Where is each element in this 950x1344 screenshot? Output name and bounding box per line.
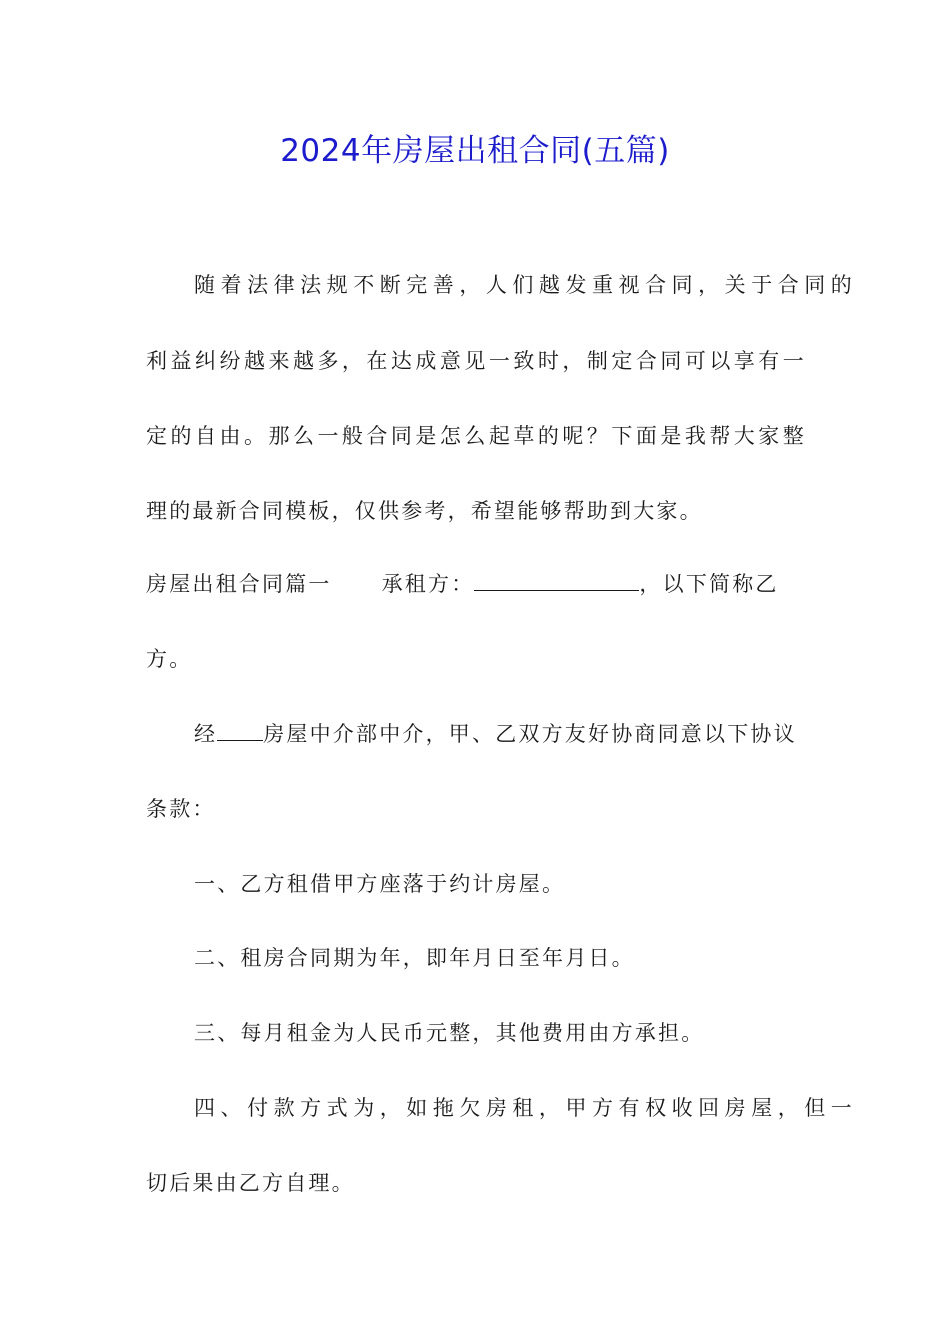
tenant-suffix: ，以下简称乙 <box>639 572 779 596</box>
agency-prefix: 经 <box>194 722 218 746</box>
intro-paragraph-line: 随着法律法规不断完善，人们越发重视合同，关于合同的 <box>194 273 854 297</box>
clause-4: 四、付款方式为，如拖欠房租，甲方有权收回房屋，但一 <box>194 1096 854 1120</box>
agency-text: 房屋中介部中介，甲、乙双方友好协商同意以下协议 <box>263 722 797 746</box>
tenant-line-continued: 方。 <box>146 647 193 671</box>
intro-paragraph-line: 定的自由。那么一般合同是怎么起草的呢？下面是我帮大家整 <box>146 424 806 448</box>
intro-paragraph-line: 利益纠纷越来越多，在达成意见一致时，制定合同可以享有一 <box>146 349 806 373</box>
intro-paragraph-line: 理的最新合同模板，仅供参考，希望能够帮助到大家。 <box>146 499 703 523</box>
tenant-line <box>146 569 806 599</box>
clause-2: 二、租房合同期为年，即年月日至年月日。 <box>194 946 635 970</box>
tenant-name-blank <box>474 570 639 591</box>
section-heading: 房屋出租合同篇一 <box>146 572 332 596</box>
clause-3: 三、每月租金为人民币元整，其他费用由方承担。 <box>194 1021 705 1045</box>
agency-name-blank <box>217 720 263 741</box>
agency-line-continued: 条款： <box>146 797 216 821</box>
clause-1: 一、乙方租借甲方座落于约计房屋。 <box>194 872 566 896</box>
clause-4-continued: 切后果由乙方自理。 <box>146 1171 355 1195</box>
document-title: 2024年房屋出租合同(五篇) <box>280 133 670 169</box>
agency-line <box>146 719 854 749</box>
tenant-label: 承租方： <box>381 572 475 596</box>
